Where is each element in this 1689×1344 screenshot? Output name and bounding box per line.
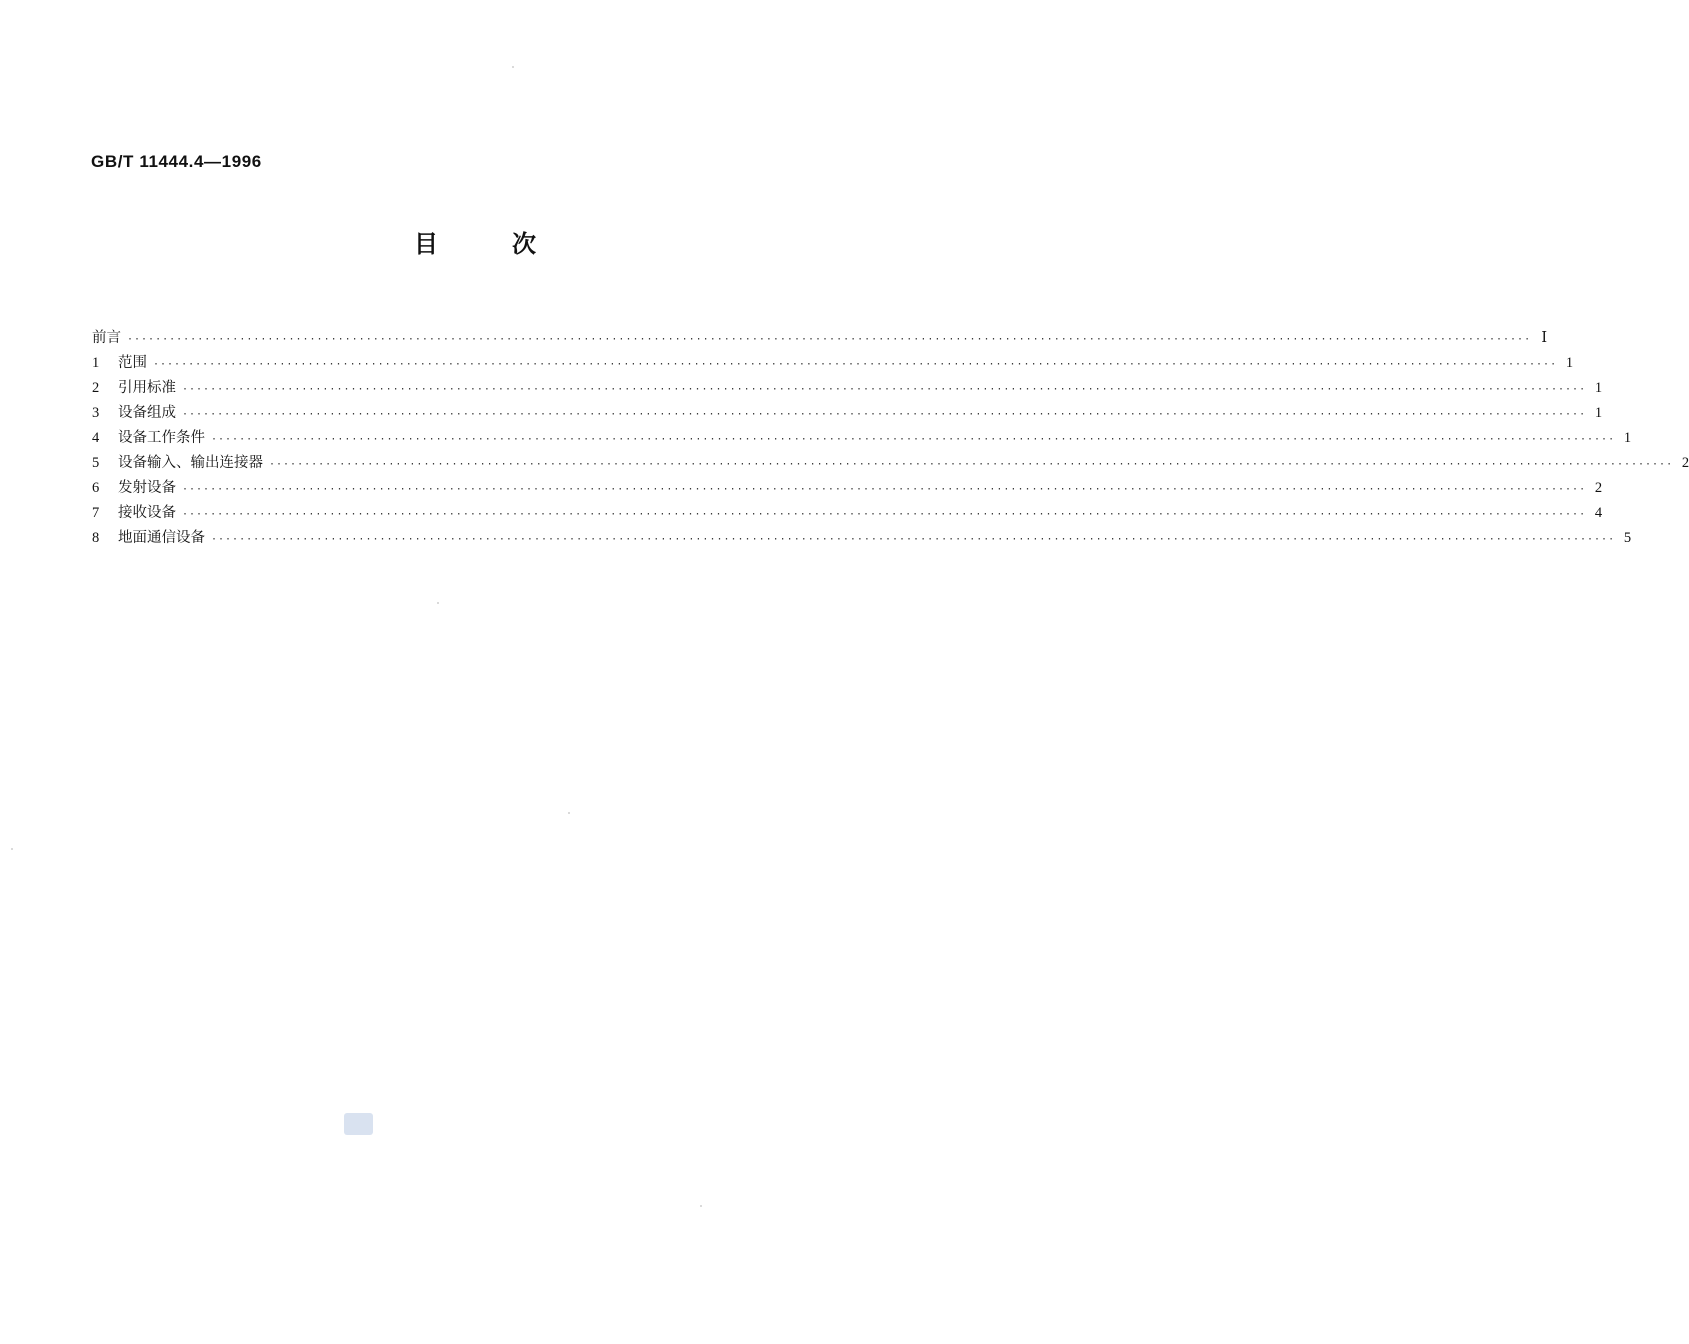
scan-speck (437, 602, 439, 604)
toc-leader-dots: ········································································································································································································ (182, 484, 1587, 495)
toc-entry-page: 2 (1681, 455, 1689, 471)
scan-speck (568, 812, 570, 814)
toc-entry-label: 设备组成 (118, 405, 176, 421)
toc-entry-label: 接收设备 (118, 505, 176, 521)
scan-speck (11, 848, 13, 850)
toc-entry-1[interactable] (92, 351, 1574, 376)
toc-leader-dots: ········································································································································································································ (153, 359, 1558, 370)
toc-entry-label: 地面通信设备 (118, 530, 205, 546)
toc-entry-label: 发射设备 (118, 480, 176, 496)
toc-entry-label: 范围 (118, 355, 147, 371)
toc-leader-dots: ········································································································································································································ (127, 334, 1532, 345)
toc-entry-2[interactable] (92, 376, 1603, 401)
toc-entry-label: 引用标准 (118, 380, 176, 396)
toc-entry-label: 设备输入、输出连接器 (118, 455, 263, 471)
toc-entry-number: 2 (92, 380, 100, 396)
toc-entry-number: 4 (92, 430, 100, 446)
toc-entry-label: 前言 (92, 330, 121, 346)
toc-entry-preface[interactable] (92, 326, 1548, 351)
toc-entry-page: 1 (1623, 430, 1632, 446)
watermark-logo (344, 1113, 373, 1135)
table-of-contents (92, 326, 1689, 551)
toc-entry-page: 1 (1565, 355, 1574, 371)
toc-entry-5[interactable] (92, 451, 1689, 476)
toc-entry-page: 5 (1623, 530, 1632, 546)
toc-leader-dots: ········································································································································································································ (269, 459, 1674, 470)
toc-entry-label: 设备工作条件 (118, 430, 205, 446)
toc-entry-number: 1 (92, 355, 100, 371)
scan-speck (700, 1205, 702, 1207)
toc-entry-page: 4 (1594, 505, 1603, 521)
toc-title-char-2: 次 (512, 230, 536, 258)
toc-entry-page: 1 (1594, 380, 1603, 396)
toc-entry-7[interactable] (92, 501, 1603, 526)
toc-entry-number: 7 (92, 505, 100, 521)
toc-title-char-1: 目 (414, 230, 438, 258)
toc-leader-dots: ········································································································································································································ (211, 534, 1616, 545)
toc-entry-3[interactable] (92, 401, 1603, 426)
toc-leader-dots: ········································································································································································································ (211, 434, 1616, 445)
toc-entry-6[interactable] (92, 476, 1603, 501)
toc-entry-8[interactable] (92, 526, 1632, 551)
toc-leader-dots: ········································································································································································································ (182, 384, 1587, 395)
scan-speck (512, 66, 514, 68)
toc-entry-page: 2 (1594, 480, 1603, 496)
toc-leader-dots: ········································································································································································································ (182, 509, 1587, 520)
toc-entry-number: 6 (92, 480, 100, 496)
toc-leader-dots: ········································································································································································································ (182, 409, 1587, 420)
toc-entry-4[interactable] (92, 426, 1632, 451)
toc-entry-page: Ⅰ (1541, 330, 1548, 346)
toc-entry-page: 1 (1594, 405, 1603, 421)
standard-code: GB/T 11444.4—1996 (91, 152, 262, 171)
toc-entry-number: 3 (92, 405, 100, 421)
toc-title (0, 224, 950, 259)
toc-entry-number: 8 (92, 530, 100, 546)
toc-entry-number: 5 (92, 455, 100, 471)
